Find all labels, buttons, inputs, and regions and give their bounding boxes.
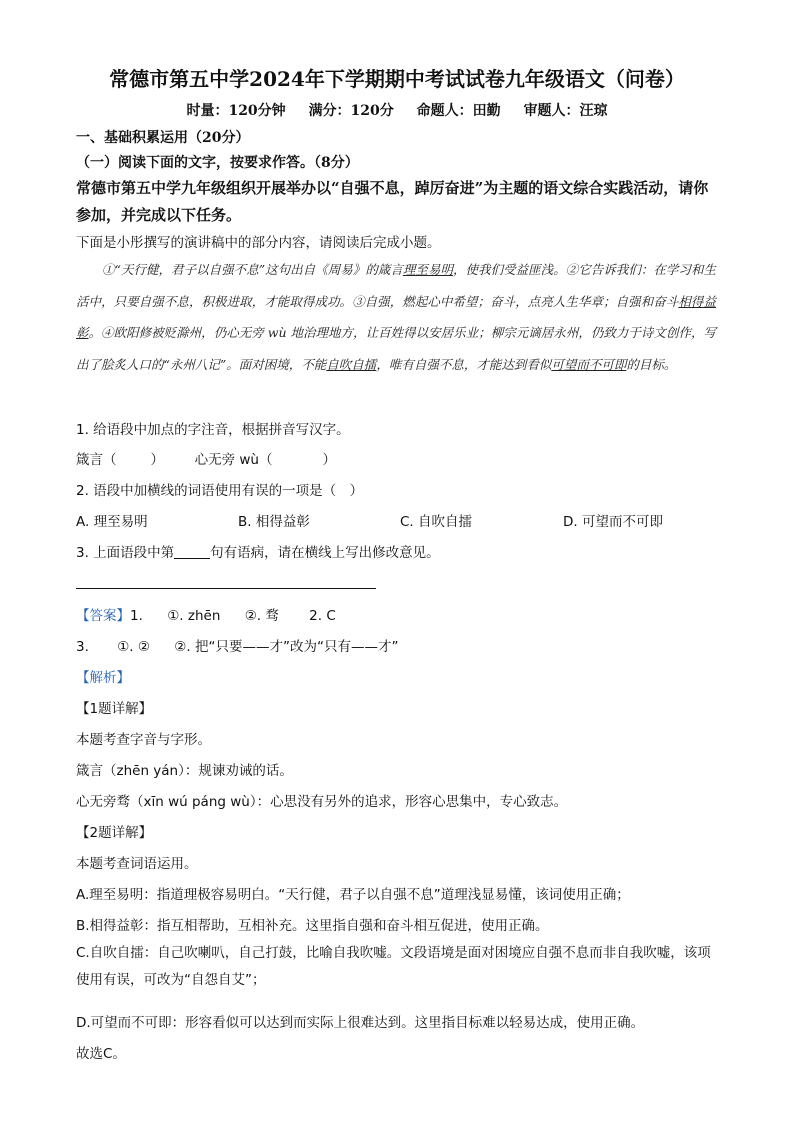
option-b: B. 相得益彰	[238, 514, 310, 530]
answer-3-part-1: ①. ②	[117, 639, 150, 655]
passage-text-1: ①“天行健，君子以自强不息”这句出自《周易》的箴言	[102, 262, 403, 277]
question-2: 2. 语段中加横线的词语使用有误的一项是（ ）	[76, 483, 364, 499]
detail-2-option-d: D.可望而不可即：形容看似可以达到而实际上很难达到。这里指目标难以轻易达成，使用正确。	[76, 1015, 645, 1031]
underlined-term-3: 自吹自擂	[326, 356, 377, 372]
answer-row-1	[76, 604, 336, 624]
exam-score: 满分：120分	[308, 103, 394, 119]
passage-text-3: 。④欧阳修被贬滁州，仍心无旁 wù 地治理地方，让百姓得以安居乐业；柳宗元谪居永州，仍致力于诗文创作，写出了脍炙人口的“永州八记”。面对困境，不能	[76, 325, 716, 372]
answer-1-part-2: ②. 骛	[244, 608, 279, 624]
answer-row-2	[76, 635, 398, 655]
analysis-label: 【解析】	[76, 670, 130, 686]
q3-text-a: 3. 上面语段中第	[76, 545, 175, 561]
q3-text-b: 句有语病，请在横线上写出修改意见。	[210, 545, 440, 561]
detail-2-option-a: A.理至易明：指道理极容易明白。“天行健，君子以自强不息”道理浅显易懂，该词使用正确；	[76, 887, 630, 903]
q1-right-close: ）	[322, 452, 336, 468]
exam-reviewer: 审题人：汪琼	[523, 103, 608, 119]
detail-2-intro: 本题考查词语运用。	[76, 856, 198, 872]
underlined-term-2: 相得益彰	[76, 293, 716, 340]
detail-1-intro: 本题考查字音与字形。	[76, 732, 211, 748]
q1-left-close: ）	[150, 452, 164, 468]
exam-author: 命题人：田勤	[416, 103, 501, 119]
answer-1-num: 1.	[130, 608, 143, 624]
detail-1-line-2: 心无旁骛（xīn wú páng wù）：心思没有另外的追求，形容心思集中，专心致志。	[76, 794, 568, 810]
detail-2-option-c: C.自吹自擂：自己吹喇叭，自己打鼓，比喻自我吹嘘。文段语境是面对困境应自强不息而非自我吹嘘，该项使用有误，可改为“自怨自艾”；	[76, 945, 711, 988]
underlined-term-1: 理至易明	[402, 262, 454, 277]
question-3	[76, 541, 440, 561]
answer-3-part-2: ②. 把“只要——才”改为“只有——才”	[174, 639, 399, 655]
answer-1-part-1: ①. zhēn	[167, 608, 221, 624]
detail-2-option-b: B.相得益彰：指互相帮助，互相补充。这里指自强和奋斗相互促进，使用正确。	[76, 918, 549, 934]
answer-label: 【答案】	[76, 608, 130, 624]
q3-blank	[174, 544, 210, 559]
detail-2-conclusion: 故选C。	[76, 1046, 126, 1062]
passage-text-5: 的目标。	[626, 356, 677, 372]
underlined-term-4: 可望而不可即	[551, 356, 627, 372]
passage-text-4: ，唯有自强不息，才能达到看似	[376, 356, 552, 372]
speech-passage	[76, 254, 716, 380]
detail-1-line-1: 箴言（zhēn yán）：规谏劝诫的话。	[76, 763, 293, 779]
detail-1-label: 【1题详解】	[76, 701, 153, 717]
exam-time: 时量：120分钟	[186, 103, 286, 119]
q1-left-label: 箴言（	[76, 452, 117, 468]
q1-right-label: 心无旁 wù（	[194, 452, 273, 468]
option-d: D. 可望而不可即	[563, 514, 663, 530]
page-title: 常德市第五中学2024年下学期期中考试试卷九年级语文（问卷）	[109, 67, 685, 91]
passage-text-2: ，使我们受益匪浅。②它告诉我们：在学习和生活中，只要自强不息，积极进取，才能取得成功。③自强，燃起心中希望；奋斗，点亮人生华章；自强和奋斗	[76, 262, 716, 309]
answer-3-num: 3.	[76, 639, 89, 655]
activity-intro: 常德市第五中学九年级组织开展举办以“自强不息，踔厉奋进”为主题的语文综合实践活动，请你参加，并完成以下任务。	[76, 179, 709, 224]
answer-write-line	[76, 588, 376, 589]
question-1-blanks	[76, 448, 336, 468]
passage-lead: 下面是小彤撰写的演讲稿中的部分内容，请阅读后完成小题。	[76, 235, 441, 251]
detail-2-label: 【2题详解】	[76, 825, 153, 841]
option-c: C. 自吹自擂	[400, 514, 473, 530]
question-1: 1. 给语段中加点的字注音，根据拼音写汉字。	[76, 422, 350, 438]
section-heading: 一、基础积累运用（20分）	[76, 130, 250, 146]
exam-meta	[0, 100, 794, 120]
subsection-heading: （一）阅读下面的文字，按要求作答。（8分）	[76, 155, 359, 171]
answer-2: 2. C	[309, 608, 336, 624]
option-a: A. 理至易明	[76, 514, 148, 530]
